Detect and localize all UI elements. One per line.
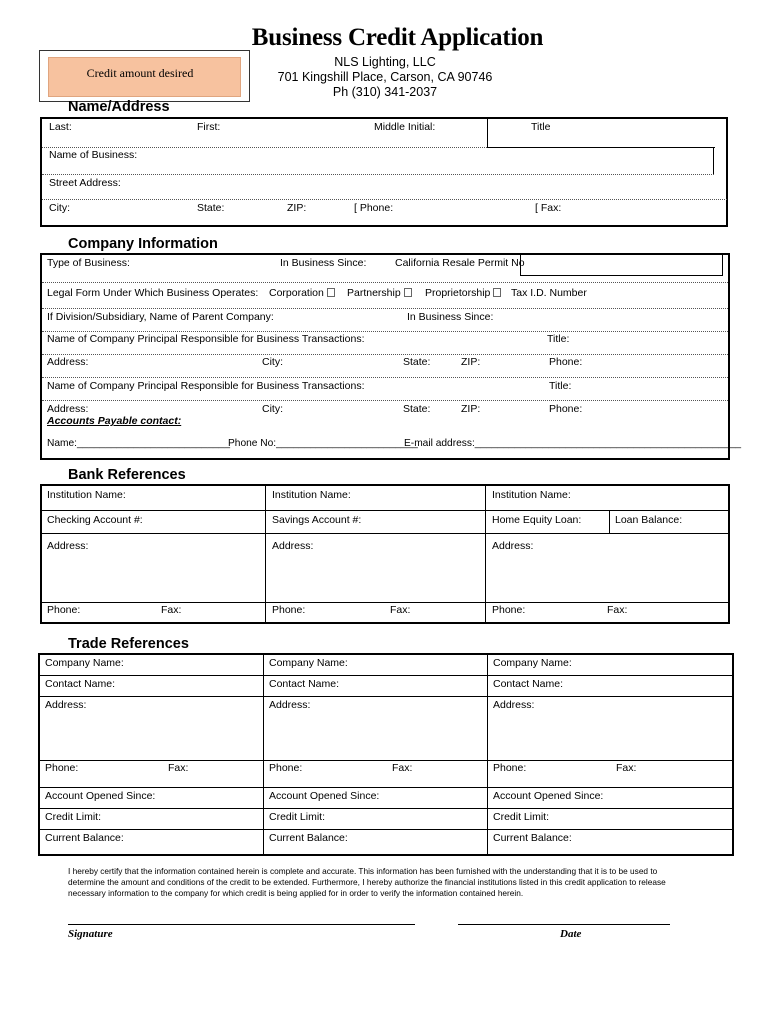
- company-name: NLS Lighting, LLC: [334, 55, 436, 69]
- trade-1-contact-field[interactable]: Contact Name:: [45, 678, 116, 690]
- signature-line[interactable]: [68, 924, 415, 925]
- trade-1-company-field[interactable]: Company Name:: [45, 657, 124, 669]
- company-address: 701 Kingshill Place, Carson, CA 90746: [277, 70, 493, 84]
- loan-balance-field[interactable]: Loan Balance:: [615, 514, 683, 526]
- trade-3-balance-field[interactable]: Current Balance:: [493, 832, 572, 844]
- trade-references-box: [38, 653, 734, 856]
- principal-1-name-field[interactable]: Name of Company Principal Responsible for Business Transactions:: [47, 333, 365, 345]
- savings-account-field[interactable]: Savings Account #:: [272, 514, 362, 526]
- ap-name-field[interactable]: Name:___________________________: [47, 438, 230, 449]
- trade-1-fax-field[interactable]: Fax:: [168, 762, 189, 774]
- principal-2-city-field[interactable]: City:: [262, 403, 283, 415]
- principal-2-zip-field[interactable]: ZIP:: [461, 403, 481, 415]
- trade-2-credit-limit-field[interactable]: Credit Limit:: [269, 811, 326, 823]
- trade-1-address-field[interactable]: Address:: [45, 699, 87, 711]
- state-field[interactable]: State:: [197, 202, 225, 214]
- type-of-business-field[interactable]: Type of Business:: [47, 257, 130, 269]
- trade-3-credit-limit-field[interactable]: Credit Limit:: [493, 811, 550, 823]
- bank-references-box: [40, 484, 730, 624]
- bank-2-address-field[interactable]: Address:: [272, 540, 314, 552]
- trade-2-contact-field[interactable]: Contact Name:: [269, 678, 340, 690]
- legal-form-label: Legal Form Under Which Business Operates:: [47, 287, 259, 299]
- bank-1-address-field[interactable]: Address:: [47, 540, 89, 552]
- resale-permit-input[interactable]: [520, 254, 723, 276]
- trade-1-credit-limit-field[interactable]: Credit Limit:: [45, 811, 102, 823]
- principal-2-title-field[interactable]: Title:: [549, 380, 572, 392]
- in-business-since-field[interactable]: In Business Since:: [280, 257, 367, 269]
- principal-2-state-field[interactable]: State:: [403, 403, 431, 415]
- trade-2-balance-field[interactable]: Current Balance:: [269, 832, 348, 844]
- ap-contact-heading: Accounts Payable contact:: [47, 415, 182, 427]
- first-name-field[interactable]: First:: [197, 121, 221, 133]
- trade-3-opened-field[interactable]: Account Opened Since:: [493, 790, 604, 802]
- home-equity-field[interactable]: Home Equity Loan:: [492, 514, 582, 526]
- principal-2-name-field[interactable]: Name of Company Principal Responsible for Business Transactions:: [47, 380, 365, 392]
- credit-amount-label: Credit amount desired: [86, 66, 194, 80]
- bank-2-institution-field[interactable]: Institution Name:: [272, 489, 351, 501]
- trade-2-fax-field[interactable]: Fax:: [392, 762, 413, 774]
- section-bank-references: Bank References: [68, 467, 186, 483]
- principal-2-phone-field[interactable]: Phone:: [549, 403, 583, 415]
- bank-3-address-field[interactable]: Address:: [492, 540, 534, 552]
- bank-3-phone-field[interactable]: Phone:: [492, 604, 526, 616]
- zip-field[interactable]: ZIP:: [287, 202, 307, 214]
- company-info-box: [40, 253, 730, 460]
- partnership-label: Partnership: [347, 287, 401, 299]
- company-phone: Ph (310) 341-2037: [332, 85, 438, 99]
- bank-3-institution-field[interactable]: Institution Name:: [492, 489, 571, 501]
- principal-2-address-field[interactable]: Address:: [47, 403, 89, 415]
- section-trade-references: Trade References: [68, 636, 189, 652]
- principal-1-title-field[interactable]: Title:: [547, 333, 570, 345]
- proprietorship-checkbox[interactable]: [493, 288, 501, 297]
- principal-1-zip-field[interactable]: ZIP:: [461, 356, 481, 368]
- last-name-field[interactable]: Last:: [49, 121, 72, 133]
- bank-1-institution-field[interactable]: Institution Name:: [47, 489, 126, 501]
- fax-field[interactable]: [ Fax:: [535, 202, 562, 214]
- bank-1-phone-field[interactable]: Phone:: [47, 604, 81, 616]
- ap-phone-field[interactable]: Phone No:_________________________: [228, 438, 418, 449]
- principal-1-address-field[interactable]: Address:: [47, 356, 89, 368]
- trade-3-fax-field[interactable]: Fax:: [616, 762, 637, 774]
- parent-company-field[interactable]: If Division/Subsidiary, Name of Parent Company:: [47, 311, 274, 323]
- trade-3-contact-field[interactable]: Contact Name:: [493, 678, 564, 690]
- partnership-checkbox[interactable]: [404, 288, 412, 297]
- resale-permit-label: California Resale Permit No: [395, 257, 525, 269]
- bank-2-phone-field[interactable]: Phone:: [272, 604, 306, 616]
- trade-2-phone-field[interactable]: Phone:: [269, 762, 303, 774]
- phone-field[interactable]: [ Phone:: [354, 202, 394, 214]
- bank-1-fax-field[interactable]: Fax:: [161, 604, 182, 616]
- trade-2-opened-field[interactable]: Account Opened Since:: [269, 790, 380, 802]
- trade-1-opened-field[interactable]: Account Opened Since:: [45, 790, 156, 802]
- bank-2-fax-field[interactable]: Fax:: [390, 604, 411, 616]
- parent-in-business-since-field[interactable]: In Business Since:: [407, 311, 494, 323]
- street-address-field[interactable]: Street Address:: [49, 177, 121, 189]
- trade-1-phone-field[interactable]: Phone:: [45, 762, 79, 774]
- credit-amount-field[interactable]: [48, 57, 241, 97]
- proprietorship-option[interactable]: [425, 287, 501, 299]
- business-name-field[interactable]: Name of Business:: [49, 149, 138, 161]
- principal-1-phone-field[interactable]: Phone:: [549, 356, 583, 368]
- section-name-address: Name/Address: [68, 99, 170, 115]
- title-field[interactable]: Title: [531, 121, 551, 133]
- trade-3-address-field[interactable]: Address:: [493, 699, 535, 711]
- date-label: Date: [560, 928, 582, 940]
- trade-1-balance-field[interactable]: Current Balance:: [45, 832, 124, 844]
- page-title: Business Credit Application: [251, 24, 544, 51]
- middle-initial-field[interactable]: Middle Initial:: [374, 121, 436, 133]
- corporation-label: Corporation: [269, 287, 324, 299]
- corporation-option[interactable]: [269, 287, 335, 299]
- credit-amount-box: [39, 50, 250, 102]
- principal-1-city-field[interactable]: City:: [262, 356, 283, 368]
- ap-email-field[interactable]: E-mail address:_______________________________________________: [404, 438, 742, 449]
- trade-2-address-field[interactable]: Address:: [269, 699, 311, 711]
- principal-1-state-field[interactable]: State:: [403, 356, 431, 368]
- date-line[interactable]: [458, 924, 670, 925]
- signature-label: Signature: [68, 928, 113, 940]
- checking-account-field[interactable]: Checking Account #:: [47, 514, 143, 526]
- city-field[interactable]: City:: [49, 202, 70, 214]
- corporation-checkbox[interactable]: [327, 288, 335, 297]
- trade-2-company-field[interactable]: Company Name:: [269, 657, 348, 669]
- trade-3-phone-field[interactable]: Phone:: [493, 762, 527, 774]
- proprietorship-label: Proprietorship: [425, 287, 491, 299]
- bank-3-fax-field[interactable]: Fax:: [607, 604, 628, 616]
- section-company-info: Company Information: [68, 236, 218, 252]
- certification-text: I hereby certify that the information contained herein is complete and accurate. This information has been furnished with the understanding that it is to be used to determine the amount and conditions of the credit to be extended. Furthermore, I hereby authorize the financial institutions listed in this credit application to release necessary information to the company for which credit is being applied for in order to verify the information contained herein.: [68, 866, 666, 898]
- trade-3-company-field[interactable]: Company Name:: [493, 657, 572, 669]
- tax-id-field[interactable]: Tax I.D. Number: [511, 287, 587, 299]
- partnership-option[interactable]: [347, 287, 412, 299]
